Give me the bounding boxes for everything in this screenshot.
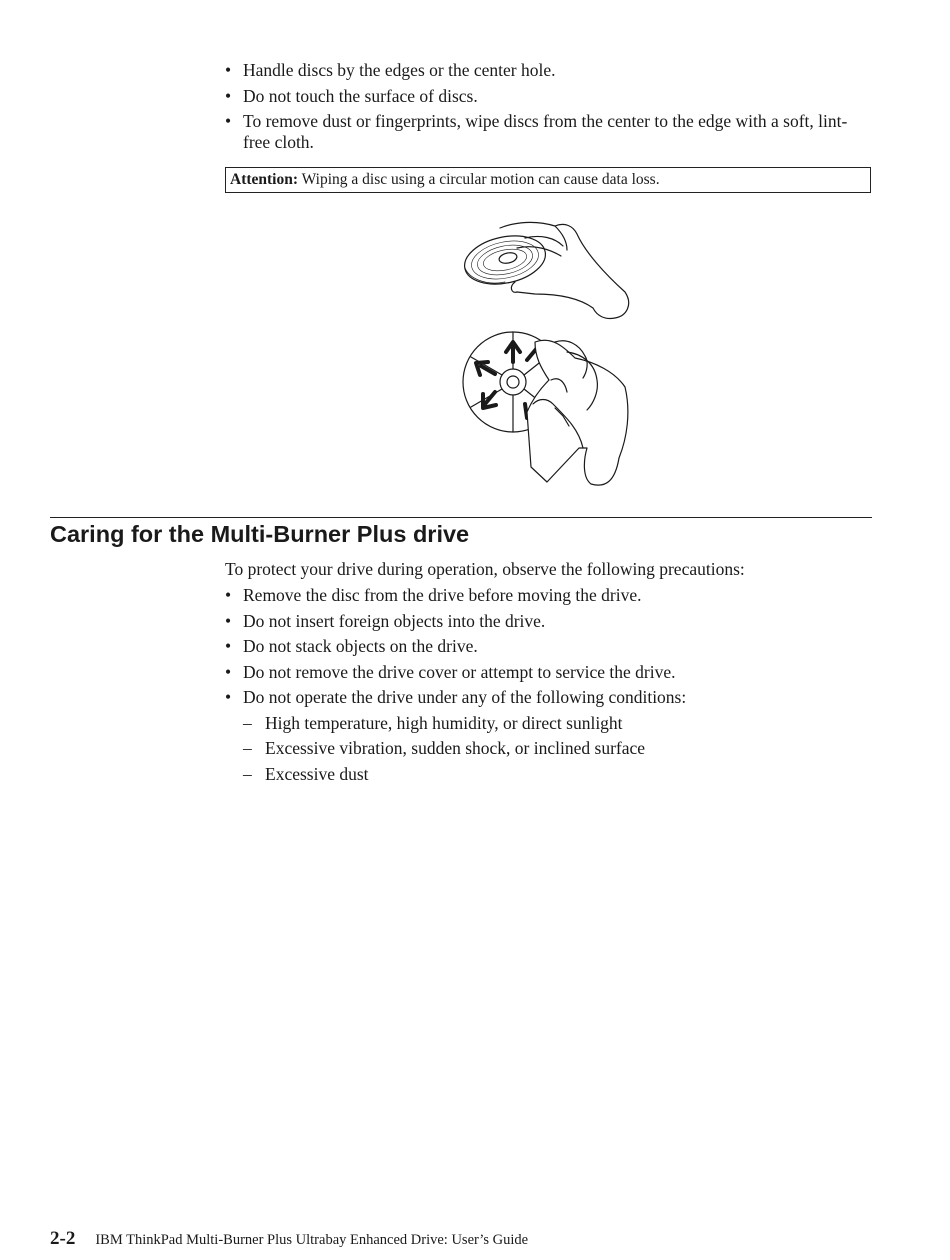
- conditions-sublist: [243, 713, 872, 785]
- list-item-text: Do not operate the drive under any of the following conditions:: [243, 687, 687, 707]
- bullet-glyph: •: [225, 60, 232, 80]
- sub-list-item: [243, 764, 872, 785]
- sub-list-item: [243, 738, 872, 759]
- attention-notice: [225, 167, 871, 193]
- section-divider: [50, 517, 872, 518]
- book-title: IBM ThinkPad Multi-Burner Plus Ultrabay Enhanced Drive: User’s Guide: [95, 1232, 529, 1248]
- sub-list-item-text: Excessive dust: [265, 763, 369, 784]
- disc-cleaning-illustration: [455, 212, 645, 497]
- bullet-glyph: •: [225, 85, 232, 106]
- page-footer: [50, 1228, 528, 1250]
- sub-list-item-text: High temperature, high humidity, or direct sunlight: [265, 712, 623, 733]
- list-item-text: Do not insert foreign objects into the drive.: [243, 610, 546, 631]
- page-number: 2-2: [50, 1228, 76, 1249]
- list-item: [225, 111, 872, 153]
- wipe-disc-icon: [463, 332, 628, 485]
- list-item: [225, 585, 872, 606]
- bullet-glyph: •: [225, 687, 232, 707]
- list-item: [225, 687, 872, 785]
- dash-glyph: –: [243, 763, 252, 784]
- list-item-text: To remove dust or fingerprints, wipe discs from the center to the edge with a soft, lint-free cloth.: [243, 111, 848, 152]
- attention-text: Wiping a disc using a circular motion can cause data loss.: [301, 171, 660, 188]
- list-item: [225, 60, 872, 81]
- bullet-glyph: •: [225, 661, 232, 682]
- dash-glyph: –: [243, 712, 252, 733]
- list-item: [225, 611, 872, 632]
- drive-care-list: [225, 585, 872, 789]
- bullet-glyph: •: [225, 111, 232, 131]
- dash-glyph: –: [243, 738, 252, 758]
- list-item-text: Do not stack objects on the drive.: [243, 636, 478, 656]
- list-item: [225, 636, 872, 657]
- bullet-glyph: •: [225, 585, 232, 605]
- list-item-text: Remove the disc from the drive before moving the drive.: [243, 585, 642, 605]
- section-title: Caring for the Multi-Burner Plus drive: [50, 521, 470, 547]
- sub-list-item-text: Excessive vibration, sudden shock, or inclined surface: [265, 738, 646, 758]
- attention-label: Attention:: [230, 171, 299, 188]
- disc-handling-list: [225, 60, 872, 158]
- section-intro: To protect your drive during operation, observe the following precautions:: [225, 559, 745, 579]
- list-item: [225, 662, 872, 683]
- hand-holding-disc-icon: [460, 222, 629, 318]
- list-item-text: Handle discs by the edges or the center hole.: [243, 60, 556, 80]
- bullet-glyph: •: [225, 636, 232, 656]
- list-item-text: Do not remove the drive cover or attempt to service the drive.: [243, 661, 676, 682]
- bullet-glyph: •: [225, 610, 232, 631]
- list-item: [225, 86, 872, 107]
- list-item-text: Do not touch the surface of discs.: [243, 85, 478, 106]
- sub-list-item: [243, 713, 872, 734]
